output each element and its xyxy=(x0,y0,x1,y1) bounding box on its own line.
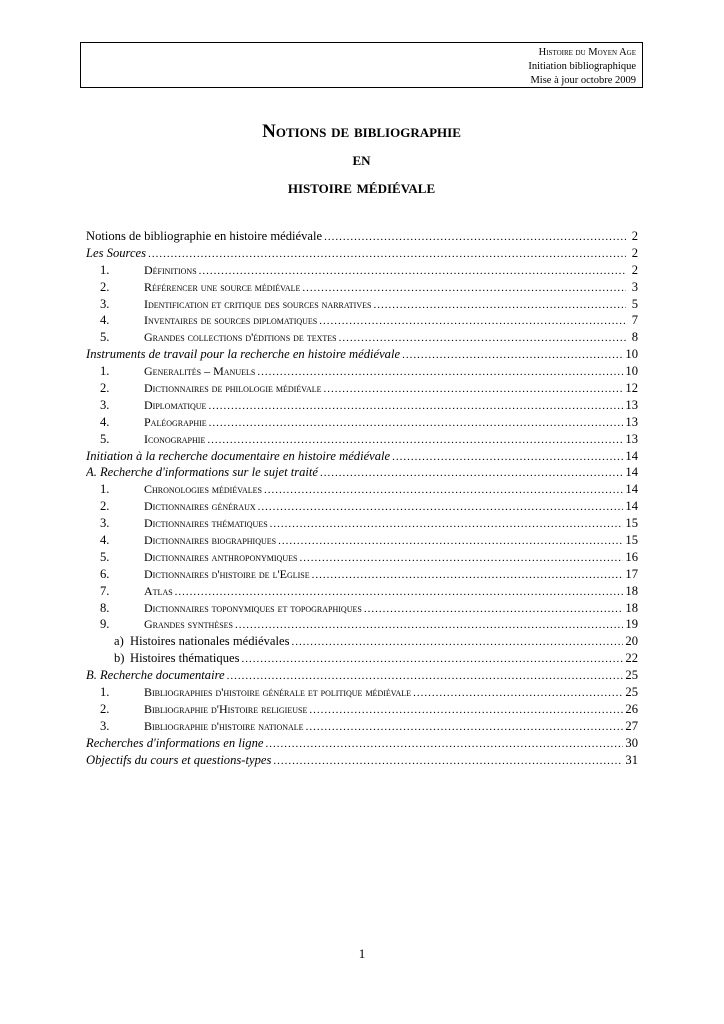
toc-entry-label: Atlas xyxy=(144,583,173,598)
toc-entry-page: 18 xyxy=(625,583,638,598)
toc-entry-page: 15 xyxy=(625,516,638,531)
toc-entry-label: Référencer une source médiévale xyxy=(144,279,301,294)
toc-entry-page: 14 xyxy=(625,448,638,463)
toc-entry[interactable] xyxy=(86,464,638,481)
toc-entry-label: Recherches d'informations en ligne xyxy=(86,735,264,750)
toc-entry-label: Identification et critique des sources narratives xyxy=(144,296,372,311)
toc-entry-page: 2 xyxy=(631,245,638,260)
toc-dot-leader xyxy=(309,702,623,718)
toc-entry-label: Chronologies médiévales xyxy=(144,482,262,497)
toc-entry-number: 6. xyxy=(100,566,110,581)
toc-dot-leader xyxy=(148,246,626,262)
toc-entry-label: Grandes synthèses xyxy=(144,617,234,632)
toc-entry-label: Définitions xyxy=(144,262,197,277)
toc-entry[interactable] xyxy=(86,549,638,566)
toc-entry[interactable] xyxy=(86,329,638,346)
toc-dot-leader xyxy=(324,229,626,245)
toc-entry[interactable] xyxy=(86,228,638,245)
toc-dot-leader xyxy=(413,685,623,701)
toc-entry-page: 27 xyxy=(625,718,638,733)
toc-dot-leader xyxy=(273,753,623,769)
toc-entry-number: 1. xyxy=(100,685,110,700)
toc-entry[interactable] xyxy=(86,701,638,718)
toc-entry[interactable] xyxy=(86,650,638,667)
page-number: 1 xyxy=(358,946,366,961)
toc-entry-label: Dictionnaires biographiques xyxy=(144,533,277,548)
toc-entry-page: 30 xyxy=(625,735,638,750)
toc-dot-leader xyxy=(264,482,623,498)
toc-entry-page: 19 xyxy=(625,617,638,632)
title-line-3: histoire médiévale xyxy=(287,177,436,198)
toc-entry-number: 3. xyxy=(100,397,110,412)
toc-entry-label: Dictionnaires toponymiques et topographiques xyxy=(144,600,362,615)
toc-entry-page: 8 xyxy=(631,330,638,345)
toc-entry-page: 7 xyxy=(631,313,638,328)
toc-entry-number: a) xyxy=(114,634,124,649)
toc-entry-page: 25 xyxy=(625,668,638,683)
toc-dot-leader xyxy=(278,533,623,549)
toc-entry-page: 10 xyxy=(625,364,638,379)
toc-entry-label: Initiation à la recherche documentaire en histoire médiévale xyxy=(86,448,391,463)
toc-dot-leader xyxy=(199,263,626,279)
toc-entry[interactable] xyxy=(86,431,638,448)
toc-dot-leader xyxy=(339,330,626,346)
toc-entry-label: Bibliographie d'Histoire religieuse xyxy=(144,701,308,716)
toc-dot-leader xyxy=(392,449,623,465)
toc-entry[interactable] xyxy=(86,583,638,600)
toc-entry-number: 1. xyxy=(100,482,110,497)
toc-entry-page: 15 xyxy=(625,533,638,548)
toc-entry-label: Paléographie xyxy=(144,414,207,429)
toc-entry-page: 10 xyxy=(625,347,638,362)
toc-entry-label: Dictionnaires généraux xyxy=(144,499,256,514)
toc-dot-leader xyxy=(207,432,623,448)
toc-entry[interactable] xyxy=(86,296,638,313)
toc-entry-page: 5 xyxy=(631,296,638,311)
toc-entry-number: 3. xyxy=(100,296,110,311)
toc-entry-number: 1. xyxy=(100,364,110,379)
toc-dot-leader xyxy=(257,364,623,380)
toc-entry-number: 2. xyxy=(100,499,110,514)
toc-entry-label: Dictionnaires de philologie médiévale xyxy=(144,381,322,396)
toc-entry[interactable] xyxy=(86,633,638,650)
toc-entry-label: Bibliographie d'histoire nationale xyxy=(144,718,304,733)
toc-entry-page: 13 xyxy=(625,431,638,446)
toc-entry-page: 12 xyxy=(625,381,638,396)
toc-entry-label: Diplomatique xyxy=(144,397,207,412)
toc-dot-leader xyxy=(208,398,623,414)
toc-dot-leader xyxy=(312,567,624,583)
document-title xyxy=(80,118,643,202)
toc-entry-page: 3 xyxy=(631,279,638,294)
toc-entry-number: 8. xyxy=(100,600,110,615)
toc-entry[interactable] xyxy=(86,245,638,262)
toc-dot-leader xyxy=(402,347,623,363)
toc-entry-label: B. Recherche documentaire xyxy=(86,668,225,683)
toc-dot-leader xyxy=(291,634,623,650)
toc-entry[interactable] xyxy=(86,752,638,769)
toc-entry-number: 2. xyxy=(100,279,110,294)
toc-entry[interactable] xyxy=(86,735,638,752)
toc-dot-leader xyxy=(258,499,624,515)
toc-entry-label: Les Sources xyxy=(86,245,147,260)
toc-entry-page: 22 xyxy=(625,651,638,666)
toc-entry-number: 7. xyxy=(100,583,110,598)
toc-entry-label: Notions de bibliographie en histoire médiévale xyxy=(86,229,323,243)
toc-entry[interactable] xyxy=(86,481,638,498)
toc-entry[interactable] xyxy=(86,397,638,414)
toc-entry[interactable] xyxy=(86,346,638,363)
toc-dot-leader xyxy=(306,719,624,735)
toc-entry-number: 4. xyxy=(100,414,110,429)
toc-entry-page: 14 xyxy=(625,482,638,497)
toc-entry-page: 14 xyxy=(625,465,638,480)
toc-entry-page: 17 xyxy=(625,566,638,581)
toc-entry[interactable] xyxy=(86,600,638,617)
toc-entry-page: 20 xyxy=(625,634,638,649)
toc-entry[interactable] xyxy=(86,667,638,684)
toc-entry-number: 1. xyxy=(100,262,110,277)
toc-entry[interactable] xyxy=(86,279,638,296)
toc-entry[interactable] xyxy=(86,448,638,465)
toc-entry[interactable] xyxy=(86,498,638,515)
toc-entry-page: 26 xyxy=(625,701,638,716)
toc-entry[interactable] xyxy=(86,312,638,329)
toc-entry-number: 9. xyxy=(100,617,110,632)
table-of-contents xyxy=(86,228,638,769)
toc-dot-leader xyxy=(364,601,624,617)
toc-entry-label: Bibliographies d'histoire générale et politique médiévale xyxy=(144,685,412,700)
toc-entry-number: 2. xyxy=(100,701,110,716)
toc-dot-leader xyxy=(265,736,623,752)
header-subtitle: Initiation bibliographique xyxy=(528,61,636,72)
toc-entry-number: b) xyxy=(114,651,125,666)
toc-dot-leader xyxy=(175,584,624,600)
toc-entry[interactable] xyxy=(86,532,638,549)
toc-entry[interactable] xyxy=(86,262,638,279)
toc-entry-label: Generalités – Manuels xyxy=(144,364,256,379)
toc-entry[interactable] xyxy=(86,684,638,701)
toc-entry-page: 13 xyxy=(625,397,638,412)
toc-dot-leader xyxy=(299,550,623,566)
title-line-1: Notions de bibliographie xyxy=(262,121,461,142)
toc-entry-page: 2 xyxy=(631,229,638,243)
toc-entry-number: 2. xyxy=(100,381,110,396)
running-header xyxy=(80,42,643,88)
toc-entry-number: 4. xyxy=(100,313,110,328)
toc-entry-number: 3. xyxy=(100,718,110,733)
toc-dot-leader xyxy=(302,280,626,296)
toc-entry[interactable] xyxy=(86,515,638,532)
toc-entry[interactable] xyxy=(86,616,638,633)
header-course: Histoire du Moyen Age xyxy=(538,47,636,58)
toc-dot-leader xyxy=(270,516,624,532)
toc-entry-label: Iconographie xyxy=(144,431,206,446)
toc-entry[interactable] xyxy=(86,380,638,397)
toc-dot-leader xyxy=(324,381,624,397)
toc-dot-leader xyxy=(227,668,624,684)
toc-dot-leader xyxy=(241,651,623,667)
title-line-2: en xyxy=(352,149,371,170)
toc-entry-number: 5. xyxy=(100,549,110,564)
header-updated: Mise à jour octobre 2009 xyxy=(530,75,636,86)
toc-entry[interactable] xyxy=(86,718,638,735)
toc-entry-label: Dictionnaires thématiques xyxy=(144,516,268,531)
toc-entry-number: 5. xyxy=(100,330,110,345)
toc-entry-label: Objectifs du cours et questions-types xyxy=(86,752,272,767)
toc-entry-label: Grandes collections d'éditions de textes xyxy=(144,330,337,345)
toc-entry-number: 3. xyxy=(100,516,110,531)
toc-entry[interactable] xyxy=(86,363,638,380)
toc-entry-label: Histoires thématiques xyxy=(130,651,240,666)
toc-entry-label: Inventaires de sources diplomatiques xyxy=(144,313,318,328)
toc-entry-page: 2 xyxy=(631,262,638,277)
toc-dot-leader xyxy=(209,415,624,431)
toc-entry[interactable] xyxy=(86,414,638,431)
toc-dot-leader xyxy=(319,313,626,329)
toc-entry-label: Dictionnaires anthroponymiques xyxy=(144,549,298,564)
toc-entry-number: 4. xyxy=(100,533,110,548)
toc-entry-page: 31 xyxy=(625,752,638,767)
toc-dot-leader xyxy=(235,617,623,633)
toc-dot-leader xyxy=(320,465,623,481)
toc-entry-page: 25 xyxy=(625,685,638,700)
toc-entry-label: Instruments de travail pour la recherche en histoire médiévale xyxy=(86,347,401,362)
toc-entry-page: 14 xyxy=(625,499,638,514)
toc-entry-number: 5. xyxy=(100,431,110,446)
toc-entry-page: 18 xyxy=(625,600,638,615)
toc-entry[interactable] xyxy=(86,566,638,583)
toc-entry-label: Histoires nationales médiévales xyxy=(130,634,290,649)
toc-entry-page: 13 xyxy=(625,414,638,429)
toc-entry-label: A. Recherche d'informations sur le sujet traité xyxy=(86,465,319,480)
toc-entry-page: 16 xyxy=(625,549,638,564)
toc-dot-leader xyxy=(373,297,626,313)
toc-entry-label: Dictionnaires d'histoire de l'Eglise xyxy=(144,566,310,581)
